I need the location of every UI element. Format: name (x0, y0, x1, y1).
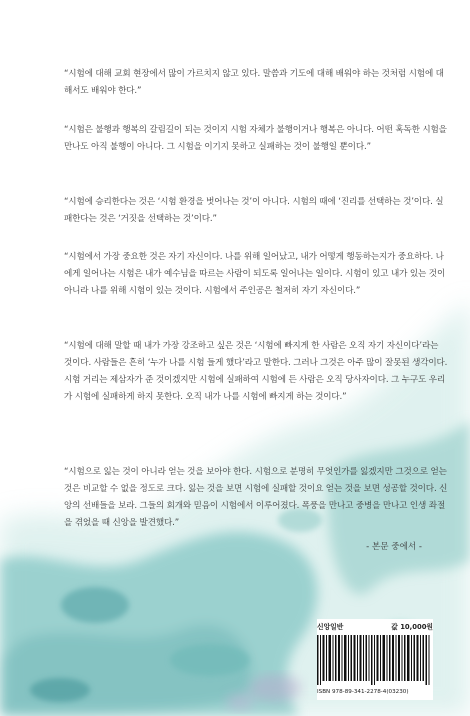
barcode-icon (317, 635, 433, 685)
category-label: 신앙일반 (317, 623, 344, 631)
isbn-number: ISBN 978-89-341-2278-4(03230) (317, 689, 409, 695)
quote-4: “시험에서 가장 중요한 것은 자기 자신이다. 나를 위해 일어났고, 내가 어떻게 행동하는지가 중요하다. 나에게 일어나는 시험은 내가 예수님을 따르는 사람이 되도록 일어나는 일이다. 시험이 있고 내가 있는 것이 아니라 나를 위해 시험이 있는 것이다. 시험에서 주인공은 철저히 자기 자신이다.” (64, 252, 446, 296)
source-attribution: - 본문 중에서 - (366, 542, 422, 552)
quote-5: “시험에 대해 말할 때 내가 가장 강조하고 싶은 것은 ‘시험에 빠지게 한 사람은 오직 자기 자신이다’라는 것이다. 사람들은 흔히 ‘누가 나를 시험 들게 했다’라고 말한다. 그러나 그것은 아주 많이 잘못된 생각이다. 시험 거리는 제삼자가 준 것이겠지만 시험에 실패하여 시험에 든 사람은 오직 당사자이다. 그 누구도 우리가 시험에 실패하게 하지 못한다. 오직 내가 나를 시험에 빠지게 하는 것이다.” (64, 341, 448, 402)
quote-1: “시험에 대해 교회 현장에서 많이 가르치지 않고 있다. 말씀과 기도에 대해 배워야 하는 것처럼 시험에 대해서도 배워야 한다.” (64, 69, 444, 96)
price-label: 값 10,000원 (391, 623, 433, 631)
quote-6: “시험으로 잃는 것이 아니라 얻는 것을 보아야 한다. 시험으로 분명히 무엇인가를 잃겠지만 그것으로 얻는 것은 비교할 수 없을 정도로 크다. 잃는 것을 보면 시험에 실패할 것이요 얻는 것을 보면 성공할 것이다. 신앙의 선배들을 보라. 그들의 회개와 믿음이 시험에서 이루어졌다. 폭풍을 만나고 중병을 만나고 인생 좌절을 겪었을 때 신앙을 발견했다.” (64, 467, 448, 528)
barcode-panel (317, 619, 433, 700)
quote-2: “시험은 불행과 행복의 갈림길이 되는 것이지 시험 자체가 불행이거나 행복은 아니다. 어떤 혹독한 시험을 만나도 아직 불행이 아니다. 그 시험을 이기지 못하고 실패하는 것이 불행일 뿐이다.” (64, 125, 447, 152)
quote-3: “시험에 승리한다는 것은 ‘시험 환경을 벗어나는 것’이 아니다. 시험의 때에 ‘진리를 선택하는 것’이다. 실패한다는 것은 ‘거짓을 선택하는 것’이다.” (64, 197, 444, 224)
